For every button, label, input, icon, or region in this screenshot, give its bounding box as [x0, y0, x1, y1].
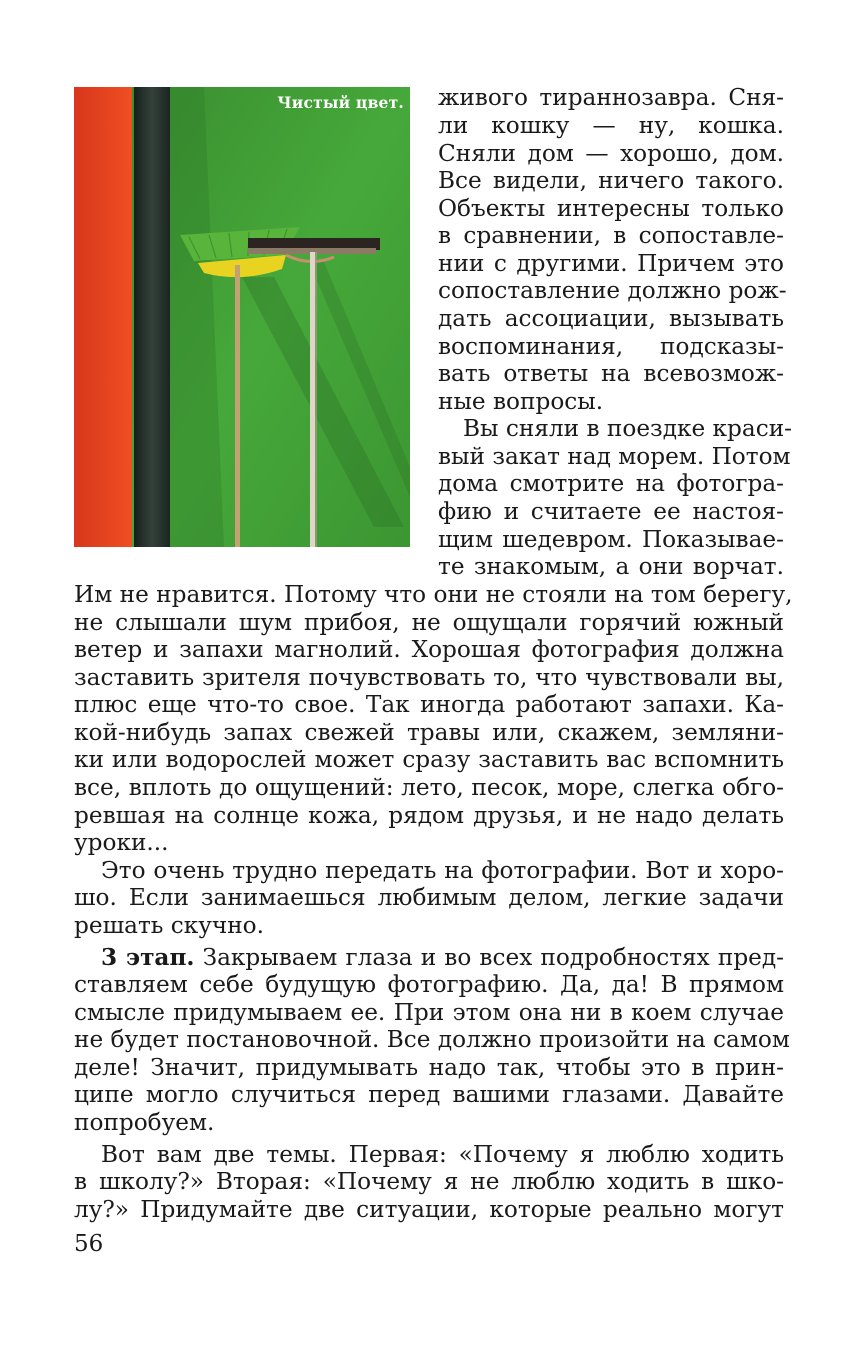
- text-line: Им не нравится. Потому что они не стояли на том берегу,: [74, 581, 793, 608]
- text-line: живого тираннозавра. Сня-: [438, 84, 784, 111]
- text-line: Вот вам две темы. Первая: «Почему я люблю ходить: [101, 1141, 784, 1168]
- text-line: ревшая на солнце кожа, рядом друзья, и не надо делать: [74, 802, 784, 829]
- text-line: ки или водорослей может сразу заставить вас вспомнить: [74, 746, 784, 773]
- brooms-illustration: [74, 87, 410, 547]
- photo-caption: Чистый цвет.: [277, 93, 404, 112]
- text-line: плюс еще что-то свое. Так иногда работают запахи. Ка-: [74, 691, 784, 718]
- text-line: деле! Значит, придумывать надо так, чтобы это в прин-: [74, 1054, 784, 1081]
- photo-brooms-on-wall: [74, 87, 410, 547]
- text-line: дома смотрите на фотогра-: [438, 470, 784, 497]
- text-line: вать ответы на всевозмож-: [438, 360, 784, 387]
- text-line: Сняли дом — хорошо, дом.: [438, 140, 784, 167]
- text-line: кой-нибудь запах свежей травы или, скажем, земляни-: [74, 719, 784, 746]
- red-wall: [74, 87, 132, 547]
- text-line: дать ассоциации, вызывать: [438, 305, 784, 332]
- text-line: смысле придумываем ее. При этом она ни в коем случае: [74, 999, 784, 1026]
- text-line: решать скучно.: [74, 912, 265, 939]
- broom-handle-1: [235, 265, 240, 547]
- drainpipe: [134, 87, 170, 547]
- text-line: заставить зрителя почувствовать то, что чувствовали вы,: [74, 664, 784, 691]
- text-line: ные вопросы.: [438, 388, 604, 415]
- text-line: вый закат над морем. Потом: [438, 443, 791, 470]
- text-line: ли кошку — ну, кошка.: [438, 112, 784, 139]
- text-line: в школу?» Вторая: «Почему я не люблю ходить в шко-: [74, 1168, 784, 1195]
- text-line: ципе могло случиться перед вашими глазами. Давайте: [74, 1081, 784, 1108]
- text-line: не слышали шум прибоя, не ощущали горячий южный: [74, 609, 784, 636]
- text-line: уроки...: [74, 829, 169, 856]
- stage-label: 3 этап.: [101, 944, 195, 971]
- text-line: щим шедевром. Показывае-: [438, 526, 784, 553]
- text-line: Это очень трудно передать на фотографии. Вот и хоро-: [101, 857, 784, 884]
- text-line: не будет постановочной. Все должно произойти на самом: [74, 1026, 790, 1053]
- text-line: воспоминания, подсказы-: [438, 333, 784, 360]
- text-line: Закрываем глаза и во всех подробностях пред-: [202, 944, 785, 971]
- text-line: Все видели, ничего такого.: [438, 167, 784, 194]
- text-line: ставляем себе будущую фотографию. Да, да! В прямом: [74, 971, 784, 998]
- text-line: Вы сняли в поездке краси-: [463, 415, 792, 442]
- page-number: 56: [74, 1231, 104, 1257]
- stage-paragraph-first-line: [101, 944, 784, 972]
- brush-handle: [310, 252, 315, 547]
- text-line: те знакомым, а они ворчат.: [438, 553, 784, 580]
- text-line: попробуем.: [74, 1109, 215, 1136]
- text-line: все, вплоть до ощущений: лето, песок, море, слегка обго-: [74, 774, 784, 801]
- text-line: Объекты интересны только: [438, 195, 784, 222]
- text-line: ветер и запахи магнолий. Хорошая фотография должна: [74, 636, 784, 663]
- text-line: нии с другими. Причем это: [438, 250, 784, 277]
- text-line: лу?» Придумайте две ситуации, которые реально могут: [74, 1196, 784, 1223]
- text-line: сопоставление должно рож-: [438, 277, 787, 304]
- text-line: шо. Если занимаешься любимым делом, легкие задачи: [74, 884, 784, 911]
- text-line: фию и считаете ее настоя-: [438, 498, 784, 525]
- text-line: в сравнении, в сопоставле-: [438, 222, 784, 249]
